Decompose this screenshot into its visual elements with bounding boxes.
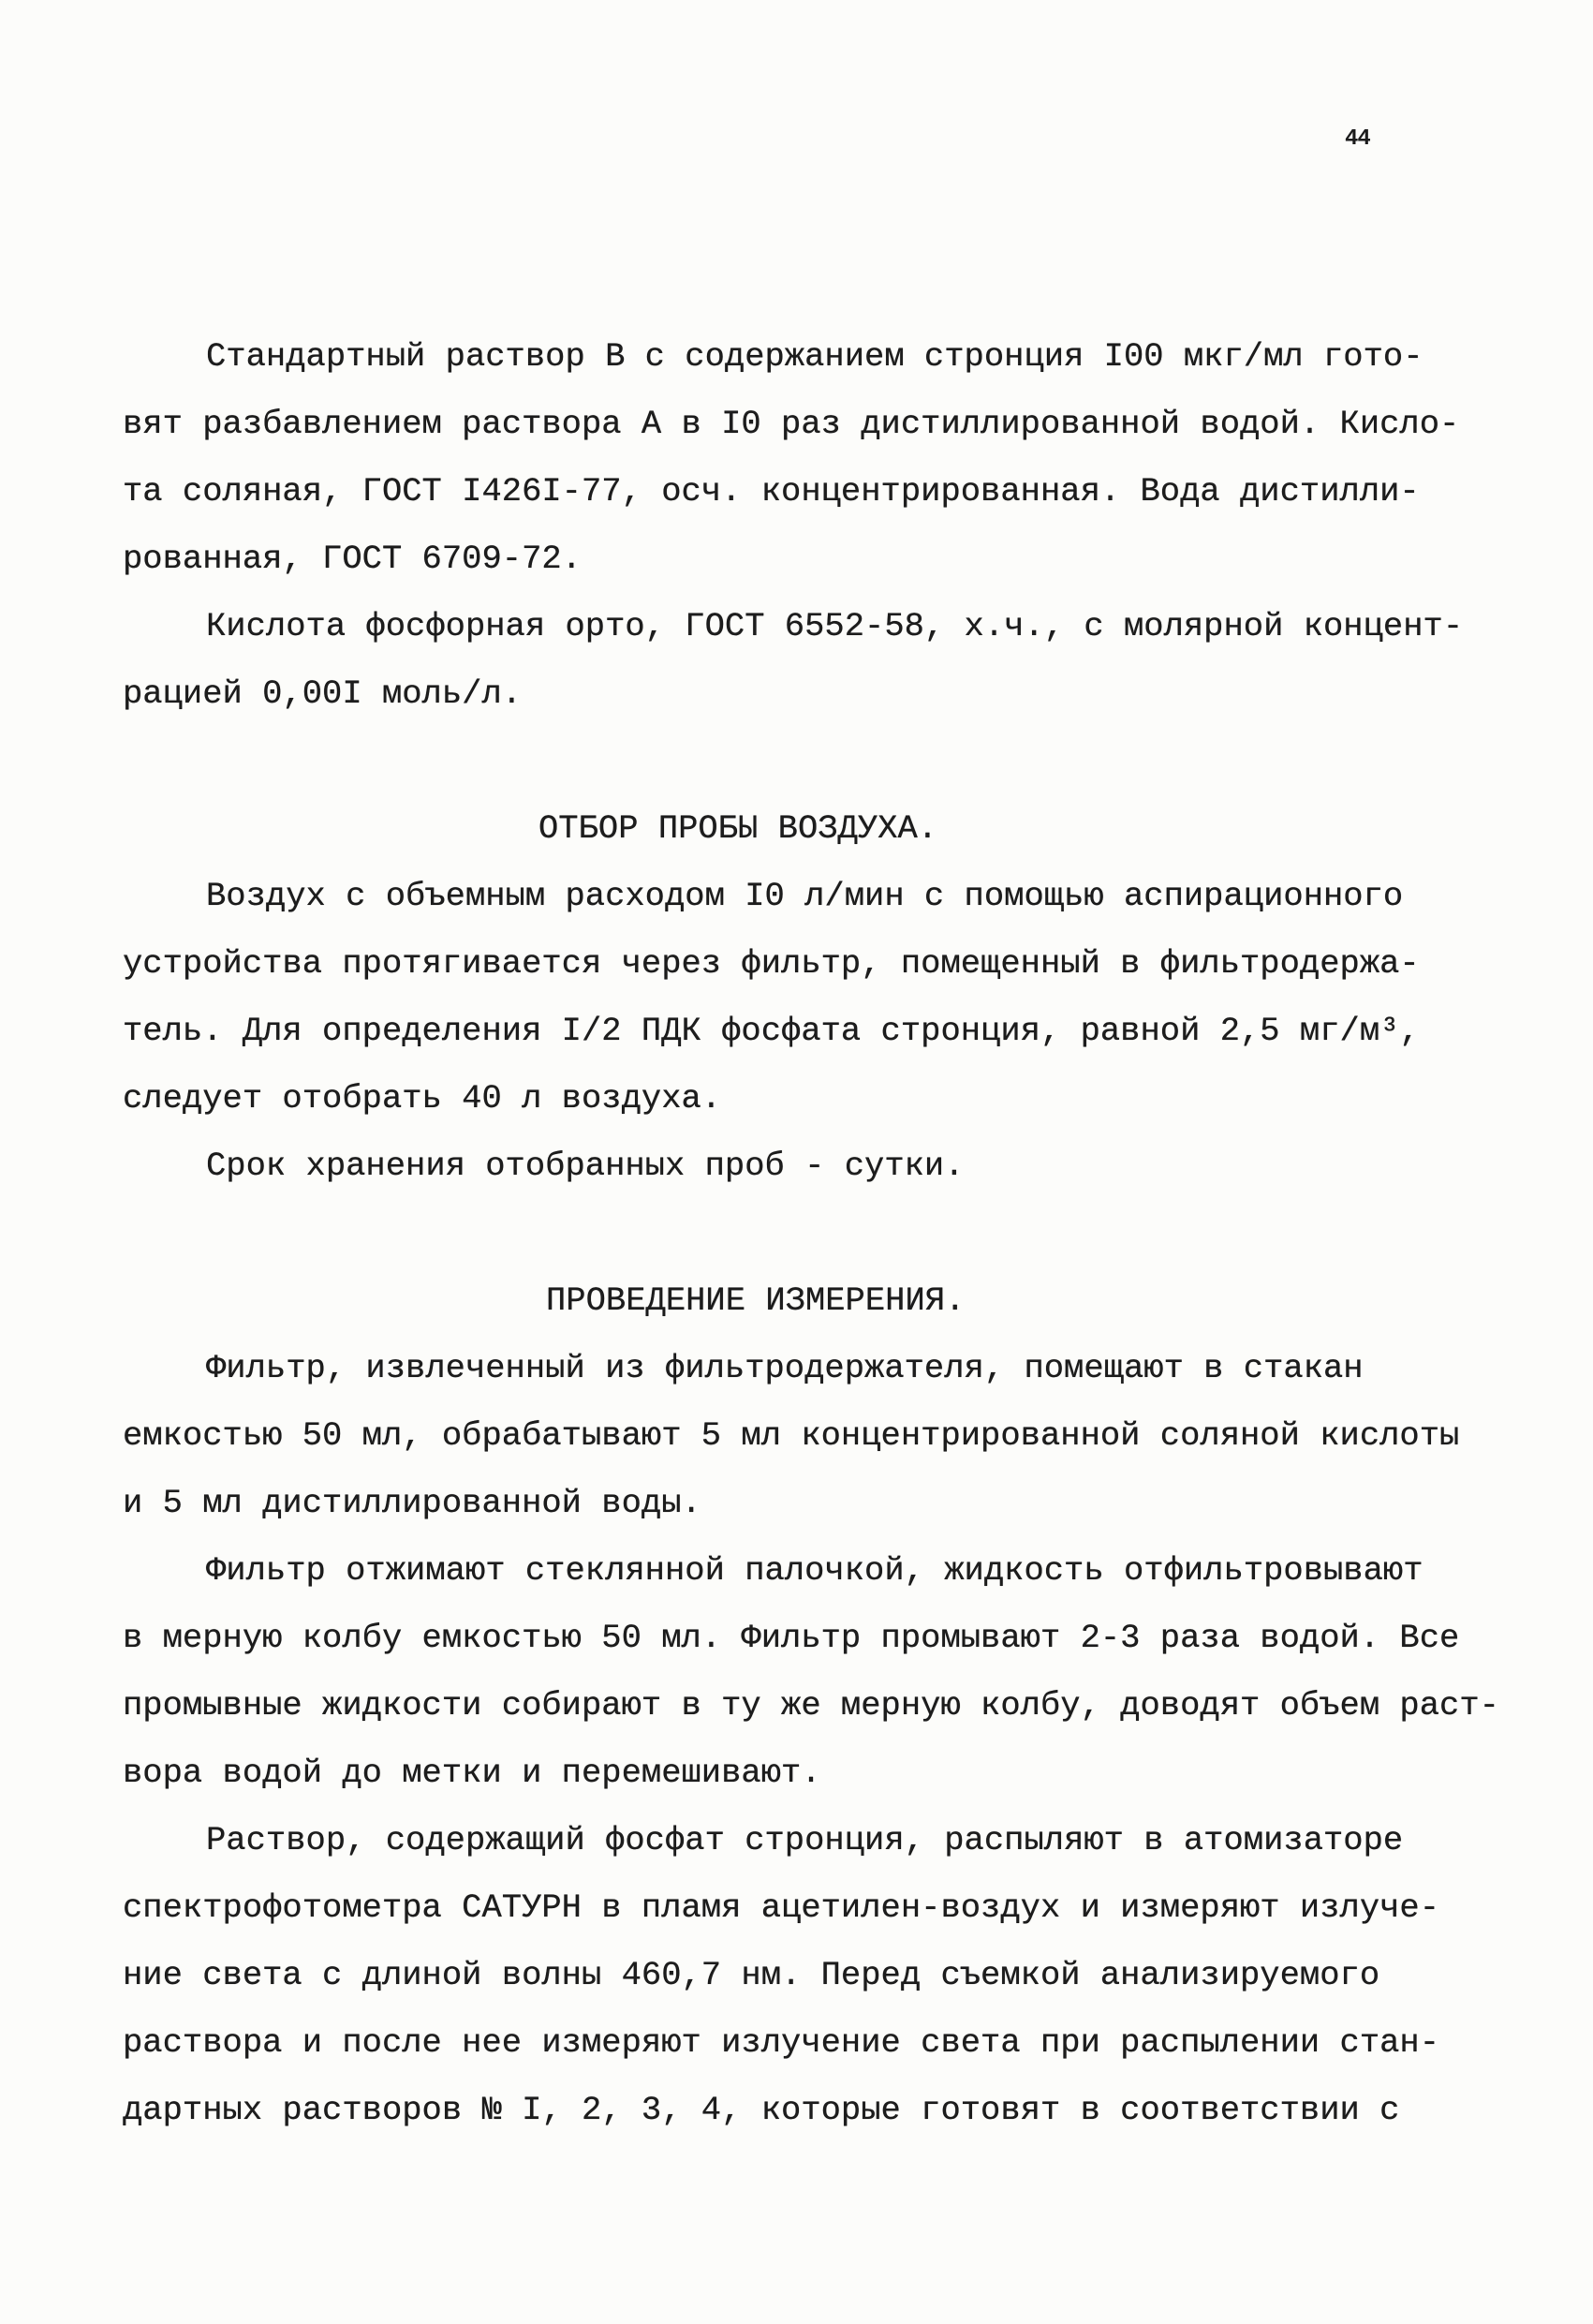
paragraph [123,1807,1565,2144]
paragraph [123,1132,1565,1200]
text-line: вят разбавлением раствора А в I0 раз дистиллированной водой. Кисло- [123,405,1460,443]
text-line: емкостью 50 мл, обрабатывают 5 мл концентрированной соляной кислоты [123,1416,1460,1455]
text-line: рацией 0,00I моль/л. [123,674,523,713]
text-line: раствора и после нее измеряют излучение света при распылении стан- [123,2023,1440,2062]
text-line: следует отобрать 40 л воздуха. [123,1079,722,1118]
document-body [123,323,1565,2144]
section-heading: ОТБОР ПРОБЫ ВОЗДУХА. [538,809,938,848]
text-line: Стандартный раствор В с содержанием стронция I00 мкг/мл гото- [206,337,1423,376]
text-line: Раствор, содержащий фосфат стронция, распыляют в атомизаторе [206,1821,1404,1859]
paragraph [123,593,1565,728]
text-line: устройства протягивается через фильтр, помещенный в фильтродержа- [123,944,1420,983]
text-line: ние света с длиной волны 460,7 нм. Перед съемкой анализируемого [123,1956,1380,1994]
text-line: вора водой до метки и перемешивают. [123,1754,821,1792]
text-line: Кислота фосфорная орто, ГОСТ 6552-58, х.ч., с молярной концент- [206,607,1464,645]
text-line: та соляная, ГОСТ I426I-77, осч. концентрированная. Вода дистилли- [123,472,1420,511]
paragraph [123,1335,1565,1537]
text-line: в мерную колбу емкостью 50 мл. Фильтр промывают 2-3 раза водой. Все [123,1619,1460,1657]
text-line: Срок хранения отобранных проб - сутки. [206,1147,965,1185]
text-line: Фильтр, извлеченный из фильтродержателя, помещают в стакан [206,1349,1364,1387]
text-line: Фильтр отжимают стеклянной палочкой, жидкость отфильтровывают [206,1551,1423,1590]
paragraph [123,1537,1565,1807]
paragraph [123,863,1565,1132]
text-line: дартных растворов № I, 2, 3, 4, которые готовят в соответствии с [123,2091,1400,2129]
paragraph [123,323,1565,593]
text-line: тель. Для определения I/2 ПДК фосфата стронция, равной 2,5 мг/м³, [123,1012,1420,1050]
text-line: спектрофотометра САТУРН в пламя ацетилен-воздух и измеряют излуче- [123,1888,1440,1927]
section-heading: ПРОВЕДЕНИЕ ИЗМЕРЕНИЯ. [546,1281,966,1320]
text-line: промывные жидкости собирают в ту же мерную колбу, доводят объем раст- [123,1686,1499,1724]
text-line: рованная, ГОСТ 6709-72. [123,540,582,578]
text-line: Воздух с объемным расходом I0 л/мин с помощью аспирационного [206,877,1404,915]
page-number: 44 [1345,126,1370,152]
text-line: и 5 мл дистиллированной воды. [123,1484,701,1522]
